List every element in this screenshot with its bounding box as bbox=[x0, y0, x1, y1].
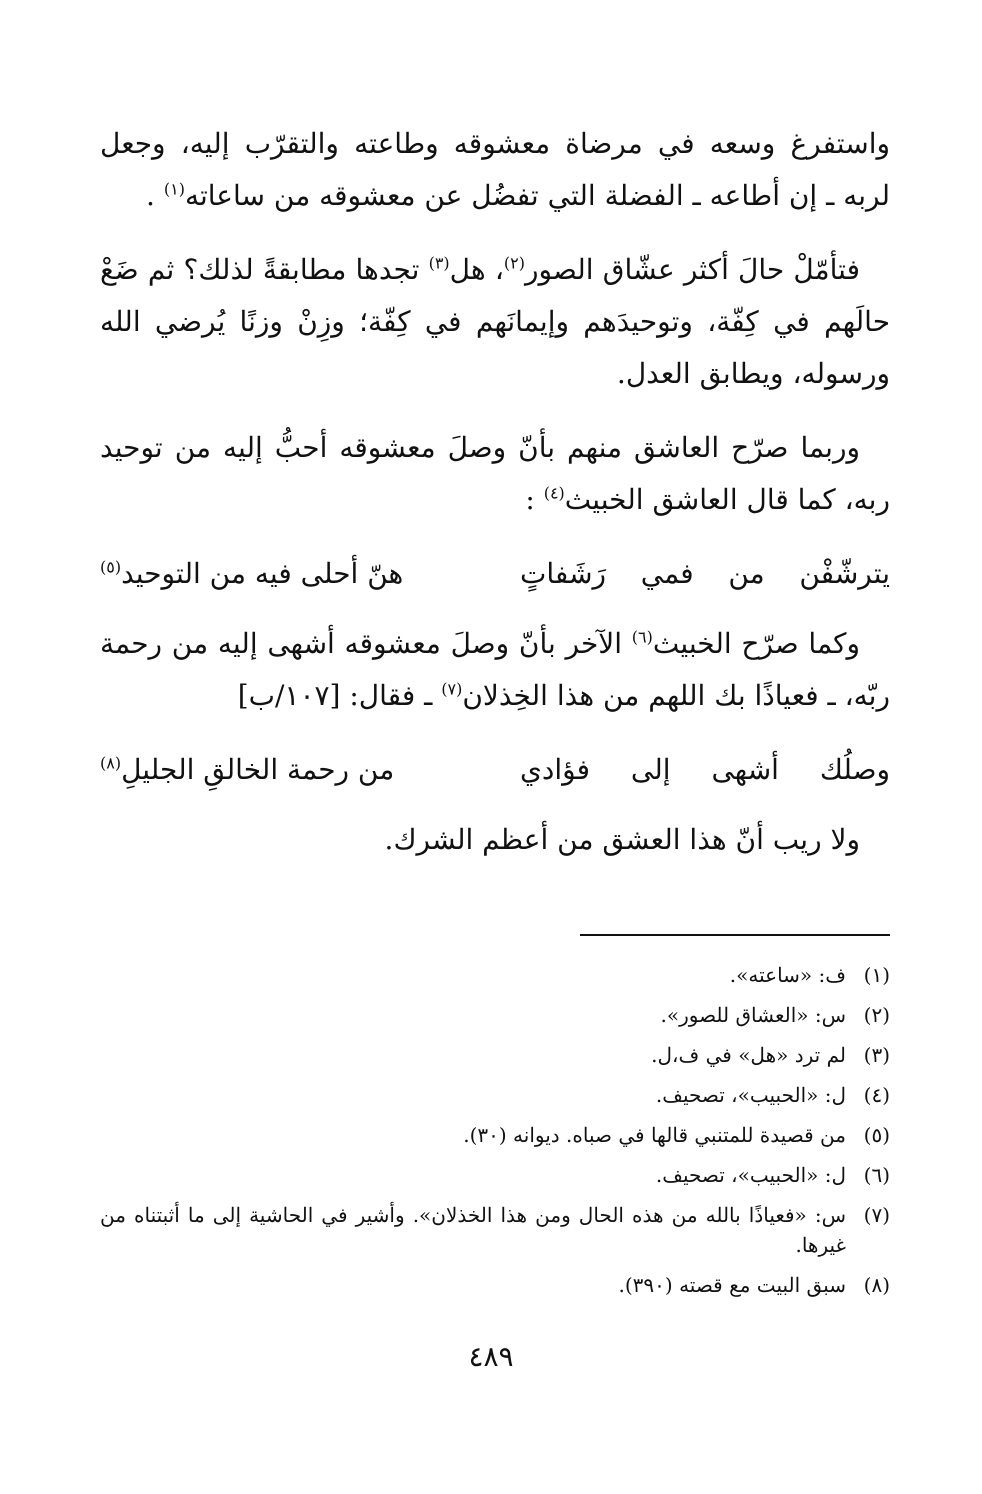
footnote-item bbox=[100, 960, 890, 990]
verse-word: فؤادي bbox=[520, 753, 591, 786]
verse-word: من bbox=[728, 557, 765, 590]
paragraph-text: . bbox=[146, 179, 164, 212]
footnote-ref[interactable]: (٧) bbox=[441, 679, 463, 699]
footnote-ref[interactable]: (٢) bbox=[503, 253, 525, 273]
footnote-text: سبق البيت مع قصته (٣٩٠). bbox=[618, 1273, 846, 1297]
footnote-number: (١) bbox=[863, 963, 890, 987]
footnote-ref[interactable]: (٦) bbox=[631, 627, 653, 647]
paragraph-text: واستفرغ وسعه في مرضاة معشوقه وطاعته والتقرّب إليه، وجعل لربه ـ إن أطاعه ـ الفضلة التي تفضُل عن معشوقه من ساعاته bbox=[100, 127, 890, 212]
footnote-text: ل: «الحبيب»، تصحيف. bbox=[655, 1163, 846, 1187]
verse-word: فمي bbox=[640, 557, 694, 590]
footnote-item bbox=[100, 1120, 890, 1150]
paragraph-text: ، هل bbox=[449, 253, 504, 286]
footnote-ref[interactable]: (٤) bbox=[543, 483, 565, 503]
footnote-number: (٥) bbox=[863, 1123, 890, 1147]
verse-hemistich-first bbox=[520, 548, 890, 600]
footnote-text: ف: «ساعته». bbox=[729, 963, 846, 987]
paragraph-text: وربما صرّح العاشق منهم بأنّ وصلَ معشوقه أحبُّ إليه من توحيد ربه، كما قال العاشق الخبيث bbox=[100, 431, 890, 516]
verse-word: أشهى bbox=[711, 753, 779, 786]
paragraph-4 bbox=[100, 618, 890, 722]
footnote-text: س: «فعياذًا بالله من هذه الحال ومن هذا الخذلان». وأشير في الحاشية إلى ما أثبتناه من غيرها. bbox=[100, 1203, 847, 1257]
footnote-item bbox=[100, 1040, 890, 1070]
paragraph-3 bbox=[100, 422, 890, 526]
footnote-item bbox=[100, 1080, 890, 1110]
verse-text: من رحمة الخالقِ الجليلِ bbox=[121, 753, 395, 786]
paragraph-text: وكما صرّح الخبيث bbox=[652, 627, 861, 660]
footnote-ref[interactable]: (٨) bbox=[100, 753, 122, 773]
footnote-number: (٢) bbox=[863, 1003, 890, 1027]
paragraph-text: ـ فقال: [١٠٧/ب] bbox=[237, 679, 442, 712]
footnote-text: من قصيدة للمتنبي قالها في صباه. ديوانه (٣٠). bbox=[463, 1123, 846, 1147]
verse-word: وصلُك bbox=[819, 753, 890, 786]
verse-hemistich-second bbox=[100, 548, 470, 600]
footnote-item bbox=[100, 1000, 890, 1030]
verse-word: يترشّفْن bbox=[799, 557, 890, 590]
page-number: ٤٨٩ bbox=[468, 1340, 514, 1373]
paragraph-text: ولا ريب أنّ هذا العشق من أعظم الشرك. bbox=[384, 823, 860, 856]
footnote-number: (٤) bbox=[863, 1083, 890, 1107]
verse-hemistich-second bbox=[100, 744, 470, 796]
footnote-text: ل: «الحبيب»، تصحيف. bbox=[655, 1083, 846, 1107]
footnote-ref[interactable]: (٥) bbox=[100, 557, 122, 577]
footnotes bbox=[100, 960, 890, 1310]
footnote-number: (٧) bbox=[863, 1203, 890, 1227]
footnote-item bbox=[100, 1270, 890, 1300]
paragraph-2 bbox=[100, 244, 890, 400]
footnote-text: س: «العشاق للصور». bbox=[660, 1003, 846, 1027]
paragraph-text: الآخر بأنّ وصلَ معشوقه أشهى إليه من رحمة ربّه، ـ فعياذًا بك اللهم من هذا الخِذلان bbox=[100, 627, 890, 712]
paragraph-text: : bbox=[525, 483, 544, 516]
verse-2 bbox=[100, 744, 890, 796]
verse-word: رَشَفاتٍ bbox=[520, 557, 607, 590]
verse-word: إلى bbox=[630, 753, 671, 786]
footnote-number: (٨) bbox=[863, 1273, 890, 1297]
paragraph-5 bbox=[100, 814, 890, 866]
main-text bbox=[100, 118, 890, 888]
verse-hemistich-first bbox=[520, 744, 890, 796]
footnote-text: لم ترد «هل» في ف،ل. bbox=[651, 1043, 846, 1067]
footnote-number: (٣) bbox=[863, 1043, 890, 1067]
verse-text: هنّ أحلى فيه من التوحيد bbox=[121, 557, 404, 590]
footnote-number: (٦) bbox=[863, 1163, 890, 1187]
footnote-item bbox=[100, 1160, 890, 1190]
footnote-item bbox=[100, 1200, 890, 1260]
paragraph-1 bbox=[100, 118, 890, 222]
footnote-separator bbox=[580, 934, 890, 936]
footnote-ref[interactable]: (٣) bbox=[428, 253, 450, 273]
paragraph-text: فتأمّلْ حالَ أكثر عشّاق الصور bbox=[524, 253, 860, 286]
verse-1 bbox=[100, 548, 890, 600]
paragraph-text: تجدها مطابقةً لذلك؟ ثم ضَعْ حالَهم في كِفّة، وتوحيدَهم وإيمانَهم في كِفّة؛ وزِنْ وزنًا يُرضي الله ورسوله، ويطابق العدل. bbox=[100, 253, 890, 390]
footnote-ref[interactable]: (١) bbox=[163, 179, 185, 199]
